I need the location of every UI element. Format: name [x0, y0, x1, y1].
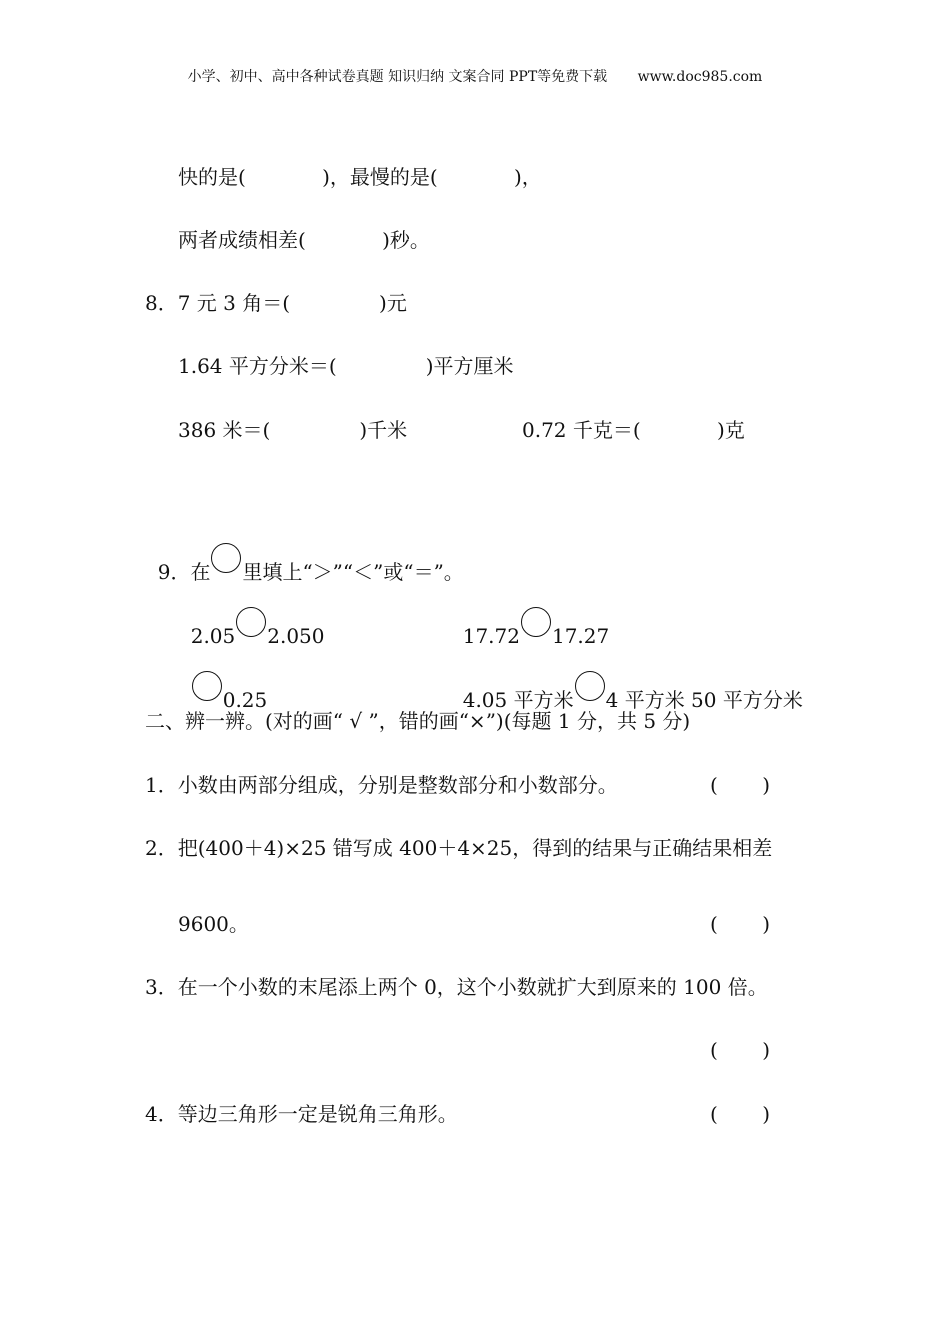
q9-c3-right: 0.25 — [222, 688, 268, 712]
q9-c2-left: 17.72 — [462, 624, 520, 648]
q9-c4-right: 4 平方米 50 平方分米 — [605, 688, 803, 712]
circle-icon — [211, 543, 241, 573]
q7-line-b: 两者成绩相差( )秒。 — [178, 228, 430, 252]
section2-title: 二、辨一辨。(对的画“ √ ”，错的画“×”)(每题 1 分，共 5 分) — [145, 709, 691, 733]
q8-line-b: 1.64 平方分米＝( )平方厘米 — [178, 354, 514, 378]
compare-circle-3[interactable] — [192, 671, 222, 701]
q9-c4-left: 4.05 平方米 — [462, 688, 574, 712]
q9-compare-3 — [178, 643, 267, 714]
q9-suffix: 里填上“＞”“＜”或“＝”。 — [242, 560, 464, 584]
judge-item-3: 3．在一个小数的末尾添上两个 0，这个小数就扩大到原来的 100 倍。 — [145, 975, 768, 999]
header-text: 小学、初中、高中各种试卷真题 知识归纳 文案合同 PPT等免费下载 — [187, 69, 608, 85]
q7-line-a: 快的是( )，最慢的是( )， — [178, 165, 542, 189]
answer-paren-3[interactable]: ( ) — [710, 1038, 771, 1062]
compare-circle-2[interactable] — [521, 607, 551, 637]
q8-line-a: 8．7 元 3 角＝( )元 — [145, 291, 407, 315]
q9-compare-1 — [178, 579, 325, 650]
q9-instruction — [145, 515, 464, 586]
q9-c1-right: 2.050 — [267, 624, 325, 648]
judge-item-4: 4．等边三角形一定是锐角三角形。 — [145, 1102, 458, 1126]
compare-circle-4[interactable] — [575, 671, 605, 701]
judge-item-2-cont: 9600。 — [178, 912, 249, 936]
page-header — [0, 66, 950, 88]
answer-paren-4[interactable]: ( ) — [710, 1102, 771, 1126]
q9-prefix: 9．在 — [157, 560, 211, 584]
judge-item-2: 2．把(400＋4)×25 错写成 400＋4×25，得到的结果与正确结果相差 — [145, 836, 773, 860]
q8-line-c-right: 0.72 千克＝( )克 — [522, 418, 745, 442]
q9-c1-left: 2.05 — [190, 624, 236, 648]
q8-line-c-left: 386 米＝( )千米 — [178, 418, 408, 442]
answer-paren-2[interactable]: ( ) — [710, 912, 771, 936]
q9-compare-2 — [450, 579, 609, 650]
q9-compare-4 — [450, 643, 803, 714]
answer-paren-1[interactable]: ( ) — [710, 773, 771, 797]
compare-circle-1[interactable] — [236, 607, 266, 637]
q9-c2-right: 17.27 — [551, 624, 610, 648]
judge-item-1: 1．小数由两部分组成，分别是整数部分和小数部分。 — [145, 773, 618, 797]
header-url[interactable]: www.doc985.com — [637, 69, 763, 85]
